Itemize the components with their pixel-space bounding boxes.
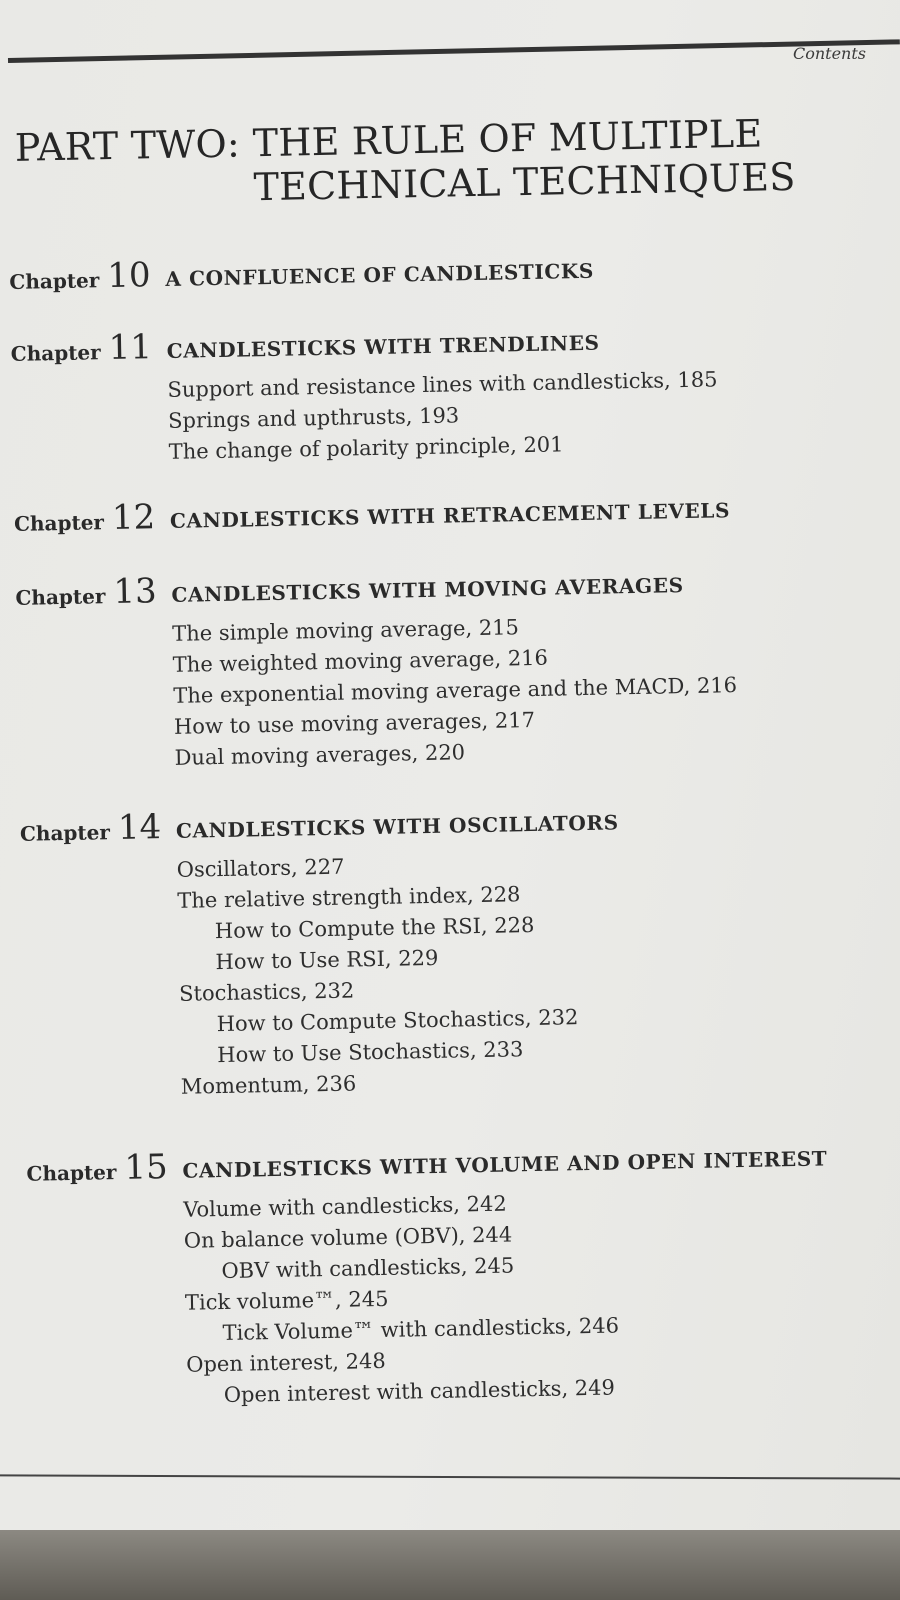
toc-entry: The weighted moving average, 216 [172,645,549,677]
chapter-heading [9,241,890,298]
toc-entry: Dual moving averages, 220 [174,740,466,770]
chapter-number: 13 [113,571,158,613]
chapter-title: CANDLESTICKS WITH OSCILLATORS [175,810,619,843]
chapter-number: 11 [108,327,153,369]
toc-subentry: Tick Volume™ with candlesticks, 246 [222,1313,620,1346]
chapter-heading [26,1133,900,1190]
chapter-title: CANDLESTICKS WITH VOLUME AND OPEN INTEREST [182,1146,828,1183]
toc-entry: Oscillators, 227 [176,854,345,882]
toc-subentry: OBV with candlesticks, 245 [221,1253,515,1284]
chapter-entries [27,1181,900,1415]
toc-entry: Support and resistance lines with candlesticks, 185 [167,367,718,402]
chapter-11 [10,313,893,471]
chapter-heading [20,793,900,850]
chapter-14 [20,793,900,1106]
chapter-title: CANDLESTICKS WITH MOVING AVERAGES [171,573,684,607]
chapter-word: Chapter [10,340,101,366]
part-title-line2: TECHNICAL TECHNIQUES [253,154,796,210]
chapter-word: Chapter [9,268,100,294]
toc-entry: On balance volume (OBV), 244 [183,1222,513,1253]
chapter-heading [10,313,891,370]
toc-entry: Springs and upthrusts, 193 [167,403,460,433]
toc-subentry: How to Use RSI, 229 [215,945,439,975]
chapter-number: 15 [124,1147,169,1188]
chapter-number: 10 [106,255,151,297]
chapter-entries [20,841,900,1106]
chapter-number: 12 [111,497,156,539]
chapter-number: 14 [117,807,162,848]
chapter-word: Chapter [26,1160,117,1186]
page-edge-shadow [0,1530,900,1600]
toc-entry: Volume with candlesticks, 242 [183,1191,507,1222]
chapter-word: Chapter [19,820,111,846]
toc-entry: The exponential moving average and the MACD, 216 [173,673,738,708]
chapter-12 [14,483,895,540]
toc-entry: How to use moving averages, 217 [173,707,536,739]
chapter-title: CANDLESTICKS WITH RETRACEMENT LEVELS [169,498,731,533]
chapter-entries [16,605,899,777]
chapter-word: Chapter [15,584,106,610]
toc-subentry: How to Use Stochastics, 233 [217,1037,524,1068]
toc-entry: Stochastics, 232 [178,978,355,1006]
toc-entry: The simple moving average, 215 [171,615,520,646]
toc-entry: Momentum, 236 [180,1071,357,1099]
part-title-line1: THE RULE OF MULTIPLE [252,111,763,166]
toc-entry: The relative strength index, 228 [177,882,521,913]
chapter-heading [15,557,896,614]
part-label: PART TWO: [14,121,241,170]
chapter-13 [15,557,899,777]
chapter-entries [11,361,893,471]
toc-entry: Open interest, 248 [186,1348,386,1377]
chapter-15 [26,1133,900,1415]
chapter-heading [14,483,895,540]
part-title [14,111,795,214]
bottom-rule [0,1474,900,1479]
chapter-title: A CONFLUENCE OF CANDLESTICKS [165,258,595,291]
toc-subentry: Open interest with candlesticks, 249 [223,1375,616,1408]
top-rule [8,39,900,63]
running-head: Contents [792,44,866,63]
chapter-title: CANDLESTICKS WITH TRENDLINES [166,330,600,363]
toc-entry: Tick volume™, 245 [184,1286,389,1315]
toc-subentry: How to Compute Stochastics, 232 [216,1005,579,1037]
toc-subentry: How to Compute the RSI, 228 [214,912,535,944]
chapter-word: Chapter [13,510,105,536]
chapter-10 [9,241,890,298]
toc-entry: The change of polarity principle, 201 [168,432,564,464]
